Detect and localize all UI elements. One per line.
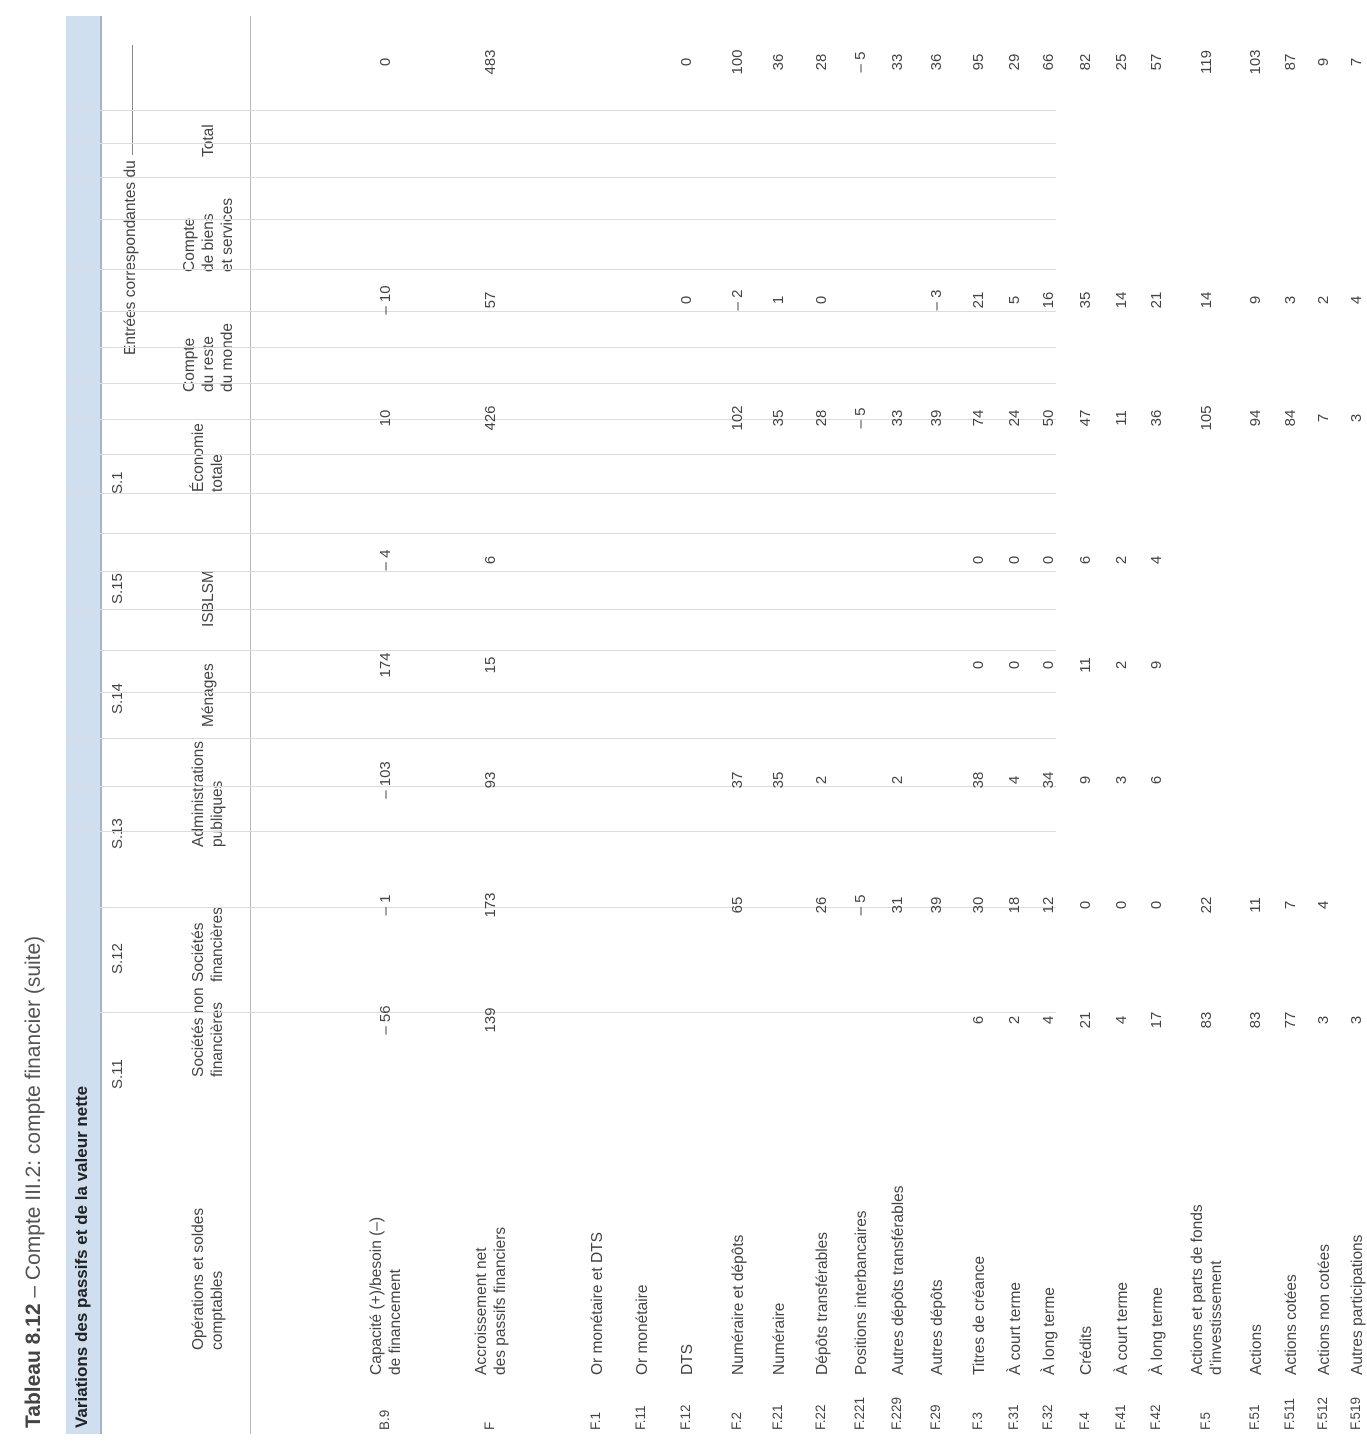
table-header-band — [66, 16, 102, 1434]
column-header-line: ISBLSM — [199, 570, 217, 627]
cell-value: 17 — [1148, 1011, 1165, 1029]
row-code: F.2 — [729, 1411, 744, 1430]
row-code: F.512 — [1315, 1396, 1330, 1430]
cell-value: 0 — [678, 57, 695, 67]
cell-value: 105 — [1198, 405, 1215, 431]
cell-value: 33 — [889, 409, 906, 427]
row-label — [1040, 1287, 1059, 1375]
column-header-line: Économie — [190, 423, 207, 492]
row-separator — [66, 220, 1056, 221]
cell-value: 65 — [729, 896, 746, 914]
sector-code-s1: S.1 — [109, 471, 126, 494]
cell-value: 35 — [1077, 291, 1094, 309]
label-header-line: Opérations et soldes — [190, 1207, 207, 1350]
row-separator — [66, 787, 1056, 788]
row-label-line: Autres participations — [1348, 1234, 1366, 1375]
row-code: F.519 — [1348, 1396, 1363, 1430]
row-label — [1315, 1244, 1334, 1375]
cell-value: 25 — [1113, 53, 1130, 71]
cell-value: 6 — [482, 555, 499, 565]
cell-value: 30 — [970, 896, 987, 914]
row-separator — [66, 493, 1056, 494]
cell-value: 24 — [1006, 409, 1023, 427]
row-label-line: Numéraire — [770, 1302, 788, 1375]
row-label — [729, 1235, 748, 1375]
row-label — [633, 1285, 652, 1375]
cell-value: 11 — [1077, 657, 1094, 673]
cell-value: 3 — [1315, 1015, 1332, 1025]
cell-value: 174 — [377, 652, 394, 678]
cell-value: 95 — [970, 53, 987, 71]
financial-account-table — [66, 16, 1366, 1434]
cell-value: 87 — [1282, 53, 1299, 71]
row-separator — [66, 1013, 1056, 1014]
row-separator — [66, 739, 1056, 740]
cell-value: 21 — [1148, 291, 1165, 309]
column-header-line: Administrations — [190, 741, 207, 847]
cell-value: 9 — [1315, 57, 1332, 67]
row-code: F.511 — [1282, 1397, 1297, 1430]
cell-value: 9 — [1148, 660, 1165, 670]
cell-value: 31 — [889, 896, 906, 914]
row-code: F.12 — [678, 1404, 693, 1430]
cell-value: 0 — [813, 295, 830, 305]
cell-value: 4 — [1315, 900, 1332, 910]
cell-value: 9 — [1247, 295, 1264, 305]
cell-value: 66 — [1040, 53, 1057, 71]
row-label-line: Actions — [1247, 1324, 1265, 1375]
cell-value: 15 — [482, 656, 499, 674]
cell-value: 37 — [729, 771, 746, 789]
row-code: F.32 — [1040, 1404, 1055, 1430]
cell-value: 50 — [1040, 409, 1057, 427]
page-title — [22, 936, 46, 1428]
cell-value: – 4 — [377, 549, 394, 571]
row-label — [678, 1344, 697, 1375]
row-label-line: À long terme — [1148, 1287, 1166, 1375]
cell-value: 7 — [1315, 413, 1332, 423]
cell-value: 4 — [1113, 1015, 1130, 1025]
row-label — [1282, 1274, 1301, 1375]
cell-value: 57 — [1148, 53, 1165, 71]
row-separator — [66, 347, 1056, 348]
row-label-line: Actions cotées — [1282, 1274, 1300, 1375]
column-header-line: du reste — [199, 335, 217, 392]
row-label — [1348, 1235, 1367, 1375]
row-separator — [66, 651, 1056, 652]
row-label-line: d’investissement — [1208, 1260, 1225, 1375]
row-label — [1247, 1324, 1266, 1375]
column-header — [180, 268, 237, 392]
row-label — [852, 1210, 871, 1375]
cell-value: 39 — [928, 409, 945, 427]
row-code: F.4 — [1077, 1411, 1092, 1430]
cell-value: – 5 — [852, 407, 869, 429]
cell-value: 36 — [928, 53, 945, 71]
row-code: F.42 — [1148, 1404, 1163, 1430]
cell-value: 4 — [1148, 555, 1165, 565]
row-label-line: de financement — [387, 1269, 404, 1375]
cell-value: 83 — [1198, 1011, 1215, 1029]
row-label-line: Crédits — [1077, 1325, 1095, 1375]
column-header-line: Compte — [180, 337, 198, 392]
column-header — [180, 148, 237, 272]
table-title: Variations des passifs et de la valeur nette — [72, 1085, 91, 1428]
group-header: Entrées correspondantes du — [122, 160, 139, 355]
row-label — [970, 1256, 989, 1375]
row-label — [1148, 1287, 1167, 1375]
row-label-line: Dépôts transférables — [813, 1231, 831, 1375]
cell-value: 22 — [1198, 896, 1215, 914]
column-header-line: du monde — [218, 323, 236, 392]
cell-value: 7 — [1282, 900, 1299, 910]
row-code: F.51 — [1247, 1404, 1262, 1430]
row-label — [367, 1217, 405, 1375]
cell-value: – 5 — [852, 894, 869, 916]
row-label — [472, 1227, 510, 1375]
row-separator — [66, 907, 1056, 908]
cell-value: 0 — [1006, 660, 1023, 670]
table-caption: – Compte III.2: compte financier (suite) — [22, 935, 45, 1304]
cell-value: 35 — [770, 409, 787, 427]
cell-value: – 3 — [928, 289, 945, 311]
row-label-line: Autres dépôts transférables — [889, 1185, 907, 1375]
cell-value: 3 — [1113, 775, 1130, 785]
cell-value: 6 — [1077, 555, 1094, 565]
cell-value: 4 — [1348, 295, 1365, 305]
cell-value: 103 — [1247, 49, 1264, 75]
sector-code-s14: S.14 — [109, 683, 126, 714]
cell-value: 0 — [1006, 555, 1023, 565]
row-label — [1077, 1326, 1096, 1375]
row-label — [588, 1232, 607, 1375]
row-label — [928, 1279, 947, 1375]
cell-value: 21 — [1077, 1011, 1094, 1029]
cell-value: 0 — [1148, 900, 1165, 910]
row-label-line: Capacité (+)/besoin (–) — [368, 1216, 385, 1375]
row-label — [1006, 1282, 1025, 1375]
cell-value: 16 — [1040, 291, 1057, 309]
cell-value: – 103 — [377, 761, 394, 799]
cell-value: 84 — [1282, 409, 1299, 427]
row-label-line: À long terme — [1040, 1287, 1058, 1375]
cell-value: 28 — [813, 409, 830, 427]
sector-code-s12: S.12 — [109, 943, 126, 974]
row-code: F.1 — [588, 1411, 603, 1430]
cell-value: 0 — [970, 555, 987, 565]
row-label-line: Actions non cotées — [1315, 1244, 1333, 1375]
row-separator — [66, 534, 1056, 535]
cell-value: 77 — [1282, 1011, 1299, 1029]
row-label-line: À court terme — [1113, 1281, 1131, 1375]
cell-value: 6 — [1148, 775, 1165, 785]
cell-value: 426 — [482, 405, 499, 431]
row-separator — [66, 144, 1056, 145]
cell-value: 38 — [970, 771, 987, 789]
cell-value: 34 — [1040, 771, 1057, 789]
cell-value: 0 — [1040, 660, 1057, 670]
row-separator — [66, 111, 1056, 112]
column-header — [189, 723, 227, 847]
row-label-line: Positions interbancaires — [852, 1210, 870, 1375]
row-separator — [66, 693, 1056, 694]
cell-value: – 56 — [377, 1005, 394, 1035]
row-code: F.229 — [889, 1396, 904, 1430]
column-header-line: financières — [209, 907, 226, 982]
column-header-line: totale — [209, 454, 226, 492]
sector-code-s13: S.13 — [109, 818, 126, 849]
cell-value: 2 — [1113, 660, 1130, 670]
cell-value: 36 — [1148, 409, 1165, 427]
column-header — [199, 33, 218, 157]
cell-value: 0 — [1040, 555, 1057, 565]
cell-value: 11 — [1247, 897, 1264, 913]
row-separator — [66, 178, 1056, 179]
row-label-line: À court terme — [1006, 1281, 1024, 1375]
cell-value: 29 — [1006, 53, 1023, 71]
row-label — [1113, 1282, 1132, 1375]
cell-value: 35 — [770, 771, 787, 789]
cell-value: 0 — [1113, 900, 1130, 910]
row-separator — [66, 312, 1056, 313]
cell-value: – 1 — [377, 894, 394, 916]
cell-value: 1 — [770, 295, 787, 305]
cell-value: 9 — [1077, 775, 1094, 785]
row-code: F.22 — [813, 1404, 828, 1430]
row-label-line: Accroissement net — [473, 1247, 490, 1375]
sector-code-s11: S.11 — [109, 1059, 126, 1089]
row-code: F.41 — [1113, 1404, 1128, 1430]
cell-value: 173 — [482, 892, 499, 918]
column-header-line: Sociétés non — [190, 987, 207, 1077]
cell-value: 47 — [1077, 409, 1094, 427]
row-label-line: Actions et parts de fonds — [1189, 1204, 1206, 1375]
row-separator — [66, 419, 1056, 420]
cell-value: 6 — [970, 1015, 987, 1025]
cell-value: 36 — [770, 53, 787, 71]
cell-value: 33 — [889, 53, 906, 71]
cell-value: 5 — [1006, 295, 1023, 305]
table-number: Tableau 8.12 — [22, 1303, 45, 1428]
cell-value: 139 — [482, 1007, 499, 1033]
column-header — [199, 503, 218, 627]
row-label — [1188, 1204, 1226, 1375]
cell-value: 0 — [678, 295, 695, 305]
cell-value: 94 — [1247, 409, 1264, 427]
row-code: F.31 — [1006, 1404, 1021, 1430]
cell-value: 2 — [1315, 295, 1332, 305]
cell-value: 0 — [1077, 900, 1094, 910]
cell-value: 18 — [1006, 896, 1023, 914]
sector-code-s15: S.15 — [109, 573, 126, 604]
column-header-line: financières — [209, 1002, 226, 1077]
cell-value: 2 — [889, 775, 906, 785]
cell-value: – 10 — [377, 285, 394, 315]
row-label — [770, 1303, 789, 1375]
cell-value: 100 — [729, 49, 746, 75]
cell-value: 12 — [1040, 896, 1057, 914]
column-header — [189, 858, 227, 982]
cell-value: 21 — [970, 291, 987, 309]
label-header — [189, 1208, 227, 1350]
cell-value: 102 — [729, 405, 746, 431]
column-header-line: de biens — [199, 213, 217, 272]
label-header-line: comptables — [209, 1270, 226, 1350]
row-separator — [66, 572, 1056, 573]
cell-value: 26 — [813, 896, 830, 914]
cell-value: 82 — [1077, 53, 1094, 71]
group-header-rule — [132, 45, 133, 155]
row-code: F.11 — [633, 1405, 648, 1430]
cell-value: 4 — [1040, 1015, 1057, 1025]
header-rule — [250, 16, 251, 1434]
column-header-line: Total — [199, 124, 217, 157]
row-label — [813, 1232, 832, 1375]
cell-value: 11 — [1113, 410, 1130, 426]
cell-value: – 2 — [729, 289, 746, 311]
cell-value: 39 — [928, 896, 945, 914]
cell-value: 3 — [1348, 413, 1365, 423]
row-label-line: des passifs financiers — [492, 1226, 509, 1375]
cell-value: 74 — [970, 409, 987, 427]
row-code: F.21 — [770, 1404, 785, 1430]
column-header-line: publiques — [209, 780, 226, 847]
row-label-line: Titres de créance — [970, 1255, 988, 1375]
cell-value: 14 — [1198, 291, 1215, 309]
cell-value: 4 — [1006, 775, 1023, 785]
row-label-line: Numéraire et dépôts — [729, 1234, 747, 1375]
row-label — [889, 1185, 908, 1375]
cell-value: 3 — [1282, 295, 1299, 305]
cell-value: – 5 — [852, 51, 869, 73]
cell-value: 28 — [813, 53, 830, 71]
column-header-line: et services — [218, 197, 236, 272]
column-header-line: Compte — [180, 217, 198, 272]
cell-value: 7 — [1348, 57, 1365, 67]
row-separator — [66, 269, 1056, 270]
cell-value: 10 — [377, 409, 394, 427]
row-code: F.221 — [852, 1396, 867, 1430]
cell-value: 93 — [482, 771, 499, 789]
row-separator — [66, 454, 1056, 455]
cell-value: 2 — [813, 775, 830, 785]
cell-value: 57 — [482, 291, 499, 309]
cell-value: 3 — [1348, 1015, 1365, 1025]
row-label-line: Autres dépôts — [928, 1279, 946, 1375]
cell-value: 483 — [482, 49, 499, 75]
row-code: F.3 — [970, 1411, 985, 1430]
cell-value: 14 — [1113, 291, 1130, 309]
row-code: F.29 — [928, 1404, 943, 1430]
row-code: F — [482, 1421, 497, 1430]
cell-value: 83 — [1247, 1011, 1264, 1029]
row-label-line: DTS — [678, 1344, 696, 1375]
row-separator — [66, 832, 1056, 833]
cell-value: 0 — [970, 660, 987, 670]
row-separator — [66, 610, 1056, 611]
column-header-line: Sociétés — [190, 922, 207, 982]
row-separator — [66, 384, 1056, 385]
row-label-line: Or monétaire et DTS — [588, 1232, 606, 1375]
row-label-line: Or monétaire — [633, 1284, 651, 1375]
row-code: F.5 — [1198, 1411, 1213, 1430]
cell-value: 119 — [1198, 50, 1215, 74]
cell-value: 2 — [1113, 555, 1130, 565]
row-code: B.9 — [377, 1409, 392, 1430]
cell-value: 0 — [377, 57, 394, 67]
cell-value: 2 — [1006, 1015, 1023, 1025]
column-header-line: Ménages — [199, 663, 217, 727]
